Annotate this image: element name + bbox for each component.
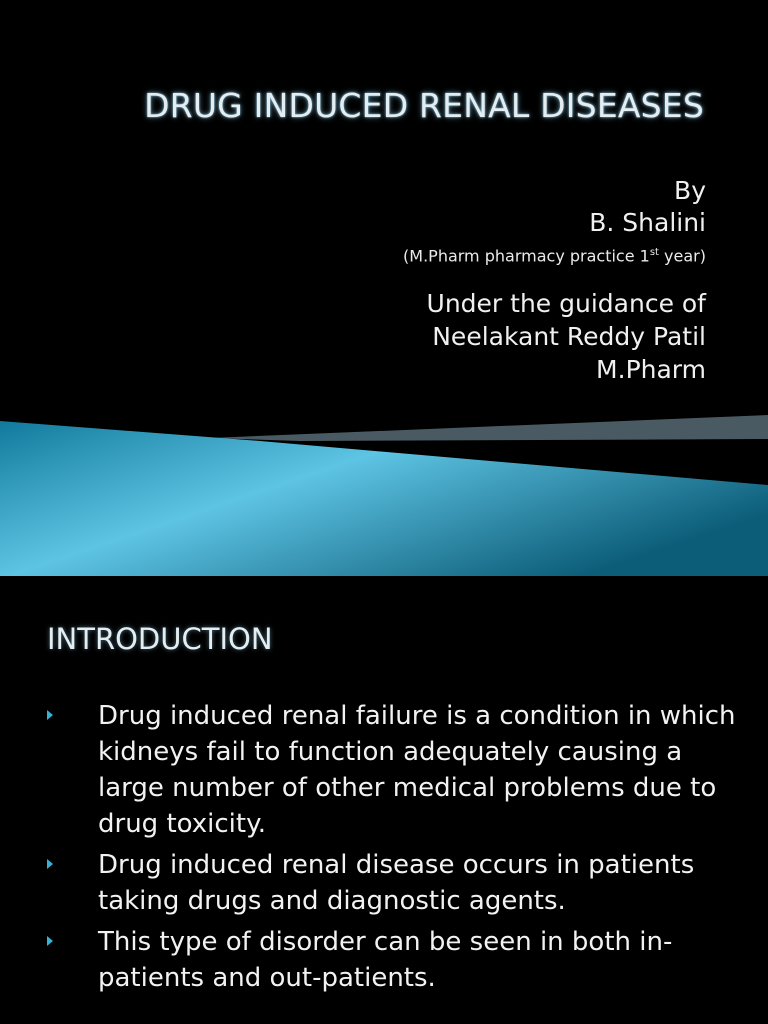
bullet-arrow-icon	[47, 710, 53, 720]
by-label: By	[674, 176, 706, 205]
guidance-block	[427, 287, 706, 386]
bullet-list	[0, 698, 768, 1001]
decorative-swoosh	[0, 405, 768, 576]
bullet-text: This type of disorder can be seen in both in-patients and out-patients.	[98, 927, 673, 993]
bullet-text: Drug induced renal disease occurs in patients taking drugs and diagnostic agents.	[98, 850, 695, 916]
bullet-arrow-icon	[47, 936, 53, 946]
gray-stripe	[210, 415, 768, 441]
guide-name: Neelakant Reddy Patil	[432, 322, 706, 351]
guidance-line-1: Under the guidance of	[426, 289, 706, 318]
list-item	[0, 924, 768, 996]
section-heading: INTRODUCTION	[47, 622, 273, 656]
list-item	[0, 847, 768, 919]
author-name: B. Shalini	[589, 208, 706, 237]
author-note-text: (M.Pharm pharmacy practice 1	[403, 246, 650, 266]
author-credentials	[403, 240, 706, 269]
introduction-slide	[0, 576, 768, 1024]
slide-title: DRUG INDUCED RENAL DISEASES	[144, 86, 704, 125]
bullet-arrow-icon	[47, 859, 53, 869]
author-block	[403, 175, 706, 269]
blue-swoosh	[0, 421, 768, 576]
author-note-superscript: st	[649, 247, 659, 258]
bullet-text: Drug induced renal failure is a condition in which kidneys fail to function adequately causing a large number of other medical problems due to drug toxicity.	[98, 701, 736, 839]
list-item	[0, 698, 768, 842]
guide-degree: M.Pharm	[596, 355, 706, 384]
author-note-tail: year)	[658, 246, 706, 266]
